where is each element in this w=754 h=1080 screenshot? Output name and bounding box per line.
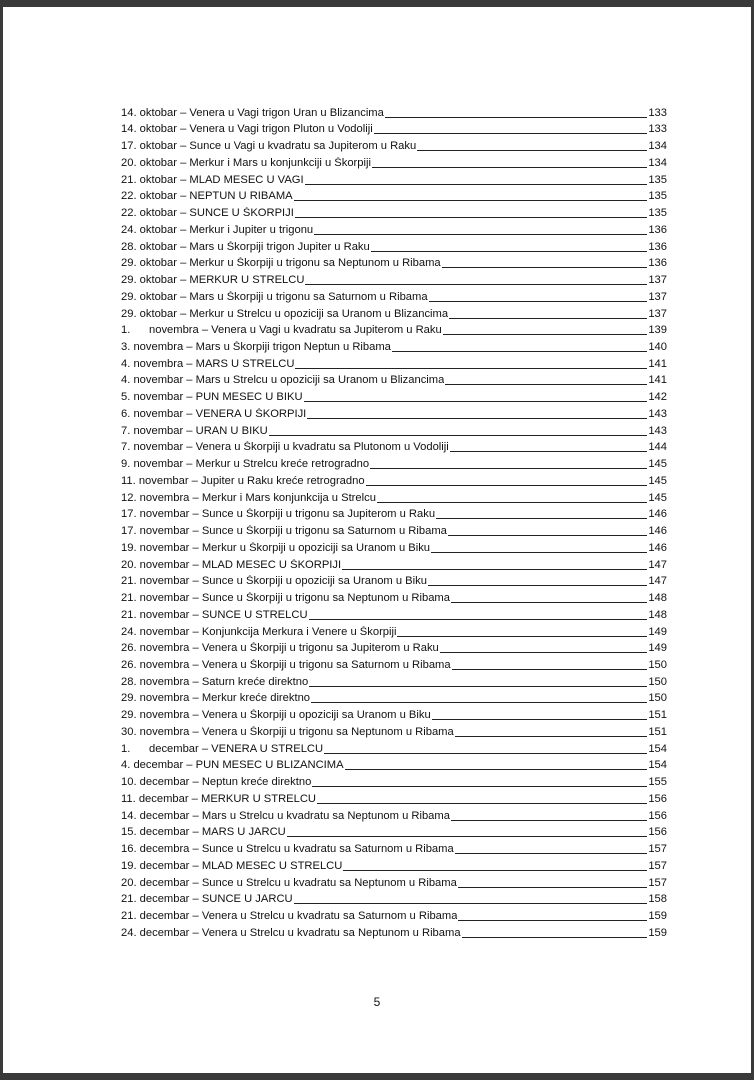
toc-entry[interactable]: [121, 856, 667, 873]
toc-entry[interactable]: [121, 438, 667, 455]
toc-entry-title: 22. oktobar – NEPTUN U RIBAMA: [121, 190, 293, 203]
toc-entry-title: 21. oktobar – MLAD MESEC U VAGI: [121, 173, 304, 186]
toc-entry[interactable]: [121, 120, 667, 137]
toc-entry-page: 159: [648, 926, 667, 939]
toc-leader-line: [294, 903, 648, 904]
toc-entry-page: 155: [648, 776, 667, 789]
toc-entry-page: 157: [648, 859, 667, 872]
toc-entry-page: 134: [648, 140, 667, 153]
toc-entry[interactable]: [121, 672, 667, 689]
toc-entry-title: 30. novembra – Venera u Škorpiji u trigonu sa Neptunom u Ribama: [121, 725, 454, 738]
toc-leader-line: [294, 200, 648, 201]
toc-entry[interactable]: [121, 337, 667, 354]
toc-entry-title: 28. novembra – Saturn kreće direktno: [121, 675, 309, 688]
toc-leader-line: [305, 184, 648, 185]
toc-entry-page: 154: [648, 759, 667, 772]
toc-leader-line: [309, 619, 648, 620]
toc-leader-line: [442, 267, 648, 268]
toc-entry-page: 149: [648, 642, 667, 655]
toc-entry-page: 148: [648, 592, 667, 605]
table-of-contents: [121, 103, 667, 940]
toc-entry-page: 154: [648, 742, 667, 755]
toc-entry-title: 15. decembar – MARS U JARCU: [121, 826, 286, 839]
toc-entry-title: 5. novembar – PUN MESEC U BIKU: [121, 391, 303, 404]
toc-entry[interactable]: [121, 722, 667, 739]
toc-entry[interactable]: [121, 806, 667, 823]
toc-entry-title: 20. decembar – Sunce u Strelcu u kvadratu sa Neptunom u Ribama: [121, 876, 457, 889]
toc-entry-title: 29. novembra – Merkur kreće direktno: [121, 692, 311, 705]
toc-entry[interactable]: [121, 906, 667, 923]
toc-entry-page: 145: [648, 474, 667, 487]
toc-entry-title: 17. novembar – Sunce u Škorpiji u trigonu sa Saturnom u Ribama: [121, 525, 447, 538]
toc-entry-page: 136: [648, 257, 667, 270]
toc-leader-line: [370, 468, 647, 469]
toc-leader-line: [295, 368, 647, 369]
toc-entry[interactable]: [121, 354, 667, 371]
toc-leader-line: [458, 920, 647, 921]
toc-entry-page: 145: [648, 458, 667, 471]
toc-entry[interactable]: [121, 555, 667, 572]
toc-entry-title: 6. novembar – VENERA U ŠKORPIJI: [121, 407, 307, 420]
toc-leader-line: [317, 803, 647, 804]
toc-entry-title: 19. decembar – MLAD MESEC U STRELCU: [121, 859, 343, 872]
toc-entry-page: 135: [648, 190, 667, 203]
toc-entry-page: 139: [648, 324, 667, 337]
toc-entry-page: 140: [648, 341, 667, 354]
toc-leader-line: [304, 401, 648, 402]
toc-entry-page: 157: [648, 876, 667, 889]
toc-entry-page: 146: [648, 541, 667, 554]
toc-entry-page: 134: [648, 156, 667, 169]
toc-entry[interactable]: [121, 521, 667, 538]
toc-entry-title: [121, 743, 323, 756]
toc-entry-title: 11. novembar – Jupiter u Raku kreće retrogradno: [121, 474, 365, 487]
toc-leader-line: [458, 887, 648, 888]
toc-entry[interactable]: [121, 655, 667, 672]
toc-entry-text: decembar – VENERA U STRELCU: [149, 742, 324, 755]
toc-leader-line: [371, 251, 648, 252]
toc-entry[interactable]: [121, 270, 667, 287]
toc-entry[interactable]: [121, 153, 667, 170]
toc-entry-page: 144: [648, 441, 667, 454]
toc-leader-line: [366, 485, 648, 486]
toc-leader-line: [445, 384, 647, 385]
toc-entry-page: 156: [648, 826, 667, 839]
toc-entry[interactable]: [121, 890, 667, 907]
toc-leader-line: [443, 334, 648, 335]
toc-entry-page: 141: [648, 374, 667, 387]
toc-entry-title: 24. decembar – Venera u Strelcu u kvadratu sa Neptunom u Ribama: [121, 926, 461, 939]
toc-leader-line: [451, 820, 647, 821]
toc-entry[interactable]: [121, 789, 667, 806]
toc-leader-line: [343, 870, 647, 871]
toc-entry-page: 143: [648, 407, 667, 420]
toc-leader-line: [448, 535, 647, 536]
toc-leader-line: [372, 167, 647, 168]
toc-entry-page: 137: [648, 274, 667, 287]
toc-entry-title: 21. novembar – Sunce u Škorpiji u trigonu sa Neptunom u Ribama: [121, 592, 450, 605]
toc-leader-line: [392, 351, 647, 352]
toc-entry-title: 4. novembra – MARS U STRELCU: [121, 357, 295, 370]
toc-entry-title: 7. novembar – Venera u Škorpiji u kvadratu sa Plutonom u Vodoliji: [121, 441, 449, 454]
toc-entry-page: 147: [648, 558, 667, 571]
document-page: [3, 7, 751, 1073]
toc-entry[interactable]: [121, 371, 667, 388]
toc-entry-page: 145: [648, 491, 667, 504]
toc-entry[interactable]: [121, 321, 667, 338]
toc-entry[interactable]: [121, 689, 667, 706]
toc-entry-title: 21. decembar – Venera u Strelcu u kvadratu sa Saturnom u Ribama: [121, 909, 458, 922]
toc-entry-title: 20. novembar – MLAD MESEC U ŠKORPIJI: [121, 558, 342, 571]
toc-entry[interactable]: [121, 170, 667, 187]
toc-entry-page: 158: [648, 893, 667, 906]
toc-entry[interactable]: [121, 237, 667, 254]
toc-leader-line: [440, 652, 648, 653]
toc-entry[interactable]: [121, 605, 667, 622]
toc-leader-line: [342, 569, 647, 570]
toc-entry-page: 147: [648, 575, 667, 588]
toc-entry-page: 159: [648, 909, 667, 922]
toc-entry[interactable]: [121, 739, 667, 756]
toc-leader-line: [305, 284, 647, 285]
toc-entry-page: 156: [648, 809, 667, 822]
toc-leader-line: [451, 602, 647, 603]
toc-entry-page: 157: [648, 843, 667, 856]
toc-entry[interactable]: [121, 839, 667, 856]
toc-entry[interactable]: [121, 387, 667, 404]
toc-entry-title: 17. oktobar – Sunce u Vagi u kvadratu sa Jupiterom u Raku: [121, 140, 417, 153]
toc-entry-title: 29. oktobar – Merkur u Škorpiji u trigonu sa Neptunom u Ribama: [121, 257, 441, 270]
toc-entry[interactable]: [121, 220, 667, 237]
toc-entry[interactable]: [121, 505, 667, 522]
toc-entry-page: 151: [648, 709, 667, 722]
toc-entry-title: 11. decembar – MERKUR U STRELCU: [121, 792, 317, 805]
toc-entry[interactable]: [121, 488, 667, 505]
toc-leader-line: [287, 836, 648, 837]
toc-entry[interactable]: [121, 103, 667, 120]
toc-entry-title: 29. oktobar – Merkur u Strelcu u opoziciji sa Uranom u Blizancima: [121, 307, 449, 320]
toc-entry-title: 29. oktobar – MERKUR U STRELCU: [121, 274, 305, 287]
toc-entry[interactable]: [121, 772, 667, 789]
toc-entry-title: 29. oktobar – Mars u Škorpiji u trigonu sa Saturnom u Ribama: [121, 290, 428, 303]
toc-entry[interactable]: [121, 471, 667, 488]
toc-entry-page: 137: [648, 290, 667, 303]
toc-entry[interactable]: [121, 572, 667, 589]
toc-entry[interactable]: [121, 538, 667, 555]
toc-entry-title: 14. oktobar – Venera u Vagi trigon Pluton u Vodoliji: [121, 123, 373, 136]
toc-entry-title: 21. novembar – SUNCE U STRELCU: [121, 608, 308, 621]
toc-entry-page: 137: [648, 307, 667, 320]
toc-entry-title: 12. novembra – Merkur i Mars konjunkcija u Strelcu: [121, 491, 376, 504]
toc-entry[interactable]: [121, 304, 667, 321]
toc-leader-line: [455, 736, 648, 737]
toc-entry-page: 135: [648, 173, 667, 186]
toc-entry[interactable]: [121, 622, 667, 639]
toc-entry-title: 3. novembra – Mars u Škorpiji trigon Neptun u Ribama: [121, 341, 391, 354]
toc-entry-page: 143: [648, 424, 667, 437]
toc-leader-line: [450, 451, 648, 452]
toc-leader-line: [462, 937, 648, 938]
toc-entry[interactable]: [121, 187, 667, 204]
toc-entry-title: 28. oktobar – Mars u Škorpiji trigon Jupiter u Raku: [121, 240, 370, 253]
toc-entry[interactable]: [121, 923, 667, 940]
toc-entry-page: 142: [648, 391, 667, 404]
toc-entry[interactable]: [121, 454, 667, 471]
toc-entry-title: 10. decembar – Neptun kreće direktno: [121, 776, 312, 789]
toc-entry-number: 1.: [121, 742, 131, 755]
toc-leader-line: [385, 117, 647, 118]
toc-entry-text: novembra – Venera u Vagi u kvadratu sa Jupiterom u Raku: [149, 324, 442, 337]
toc-entry[interactable]: [121, 404, 667, 421]
toc-entry-title: 4. decembar – PUN MESEC U BLIZANCIMA: [121, 759, 344, 772]
toc-leader-line: [345, 769, 648, 770]
toc-entry-title: 4. novembar – Mars u Strelcu u opoziciji sa Uranom u Blizancima: [121, 374, 445, 387]
toc-entry-title: 20. oktobar – Merkur i Mars u konjunkciji u Škorpiji: [121, 156, 371, 169]
toc-entry-title: 7. novembar – URAN U BIKU: [121, 424, 268, 437]
toc-entry-title: 14. oktobar – Venera u Vagi trigon Uran u Blizancima: [121, 106, 384, 119]
toc-entry-page: 148: [648, 608, 667, 621]
toc-entry-page: 150: [648, 658, 667, 671]
toc-entry-title: 21. novembar – Sunce u Škorpiji u opoziciji sa Uranom u Biku: [121, 575, 427, 588]
toc-entry-page: 151: [648, 725, 667, 738]
toc-entry-title: 26. novembra – Venera u Škorpiji u trigonu sa Jupiterom u Raku: [121, 642, 439, 655]
toc-leader-line: [436, 518, 647, 519]
toc-entry-page: 135: [648, 207, 667, 220]
toc-entry-title: 17. novembar – Sunce u Škorpiji u trigonu sa Jupiterom u Raku: [121, 508, 436, 521]
toc-leader-line: [417, 150, 647, 151]
toc-entry-title: 26. novembra – Venera u Škorpiji u trigonu sa Saturnom u Ribama: [121, 658, 451, 671]
toc-entry-page: 150: [648, 675, 667, 688]
toc-leader-line: [432, 719, 648, 720]
toc-leader-line: [269, 435, 648, 436]
toc-entry-title: 21. decembar – SUNCE U JARCU: [121, 893, 293, 906]
toc-entry-page: 156: [648, 792, 667, 805]
toc-leader-line: [324, 753, 647, 754]
toc-entry[interactable]: [121, 873, 667, 890]
toc-entry[interactable]: [121, 287, 667, 304]
toc-entry[interactable]: [121, 639, 667, 656]
toc-entry-title: 16. decembra – Sunce u Strelcu u kvadratu sa Saturnom u Ribama: [121, 843, 454, 856]
page-number: 5: [373, 995, 381, 1009]
toc-entry[interactable]: [121, 421, 667, 438]
toc-entry-title: 22. oktobar – SUNCE U ŠKORPIJI: [121, 207, 294, 220]
toc-entry-title: 19. novembar – Merkur u Škorpiji u opoziciji sa Uranom u Biku: [121, 541, 431, 554]
toc-leader-line: [311, 702, 647, 703]
toc-leader-line: [309, 686, 647, 687]
toc-entry-title: 29. novembra – Venera u Škorpiji u opoziciji sa Uranom u Biku: [121, 709, 431, 722]
toc-entry-title: 24. oktobar – Merkur i Jupiter u trigonu: [121, 223, 314, 236]
toc-entry[interactable]: [121, 588, 667, 605]
toc-entry-page: 136: [648, 240, 667, 253]
toc-entry[interactable]: [121, 203, 667, 220]
toc-leader-line: [429, 301, 648, 302]
toc-leader-line: [374, 133, 648, 134]
toc-leader-line: [377, 502, 647, 503]
toc-entry[interactable]: [121, 136, 667, 153]
toc-leader-line: [431, 552, 647, 553]
toc-leader-line: [295, 217, 647, 218]
toc-entry-title: 24. novembar – Konjunkcija Merkura i Venere u Škorpiji: [121, 625, 397, 638]
toc-entry[interactable]: [121, 823, 667, 840]
toc-leader-line: [312, 786, 647, 787]
toc-entry-page: 133: [648, 123, 667, 136]
toc-leader-line: [452, 669, 648, 670]
toc-entry[interactable]: [121, 705, 667, 722]
toc-entry-page: 150: [648, 692, 667, 705]
toc-leader-line: [455, 853, 648, 854]
toc-entry-page: 141: [648, 357, 667, 370]
toc-entry-title: 9. novembar – Merkur u Strelcu kreće retrogradno: [121, 458, 370, 471]
toc-entry[interactable]: [121, 756, 667, 773]
toc-leader-line: [397, 636, 647, 637]
toc-leader-line: [307, 418, 647, 419]
toc-entry-page: 136: [648, 223, 667, 236]
toc-entry-page: 133: [648, 106, 667, 119]
toc-leader-line: [428, 585, 647, 586]
toc-entry-page: 149: [648, 625, 667, 638]
toc-entry-title: [121, 324, 442, 337]
toc-entry[interactable]: [121, 254, 667, 271]
toc-entry-number: 1.: [121, 324, 131, 337]
toc-entry-page: 146: [648, 508, 667, 521]
toc-entry-page: 146: [648, 525, 667, 538]
toc-leader-line: [449, 318, 647, 319]
toc-leader-line: [314, 234, 647, 235]
toc-entry-title: 14. decembar – Mars u Strelcu u kvadratu sa Neptunom u Ribama: [121, 809, 450, 822]
